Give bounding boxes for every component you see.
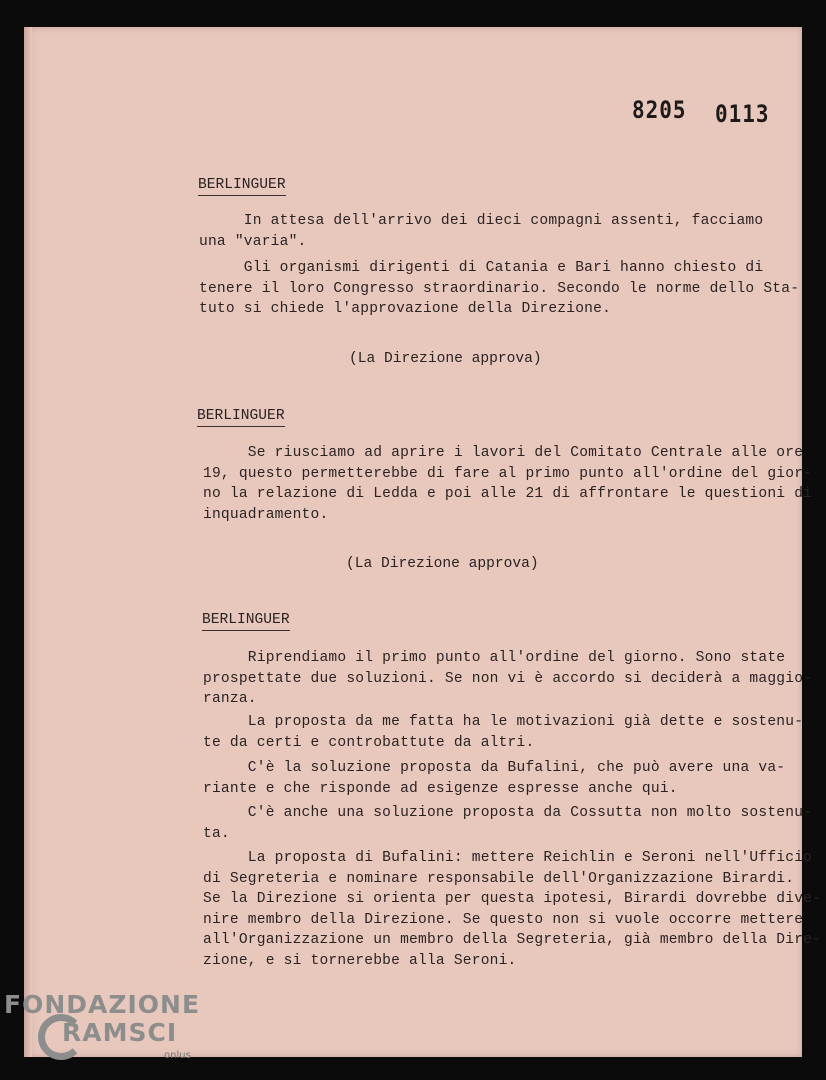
logo-line2: RAMSCI <box>62 1018 178 1047</box>
paragraph: C'è anche una soluzione proposta da Cossutta non molto sostenu- ta. <box>203 805 813 842</box>
direction-note: (La Direzione approva) <box>349 351 542 367</box>
paragraph: C'è la soluzione proposta da Bufalini, che può avere una va- riante e che risponde ad esigenze espresse anche qui. <box>203 760 786 797</box>
speaker-heading: BERLINGUER <box>202 611 290 631</box>
paragraph: Gli organismi dirigenti di Catania e Bari hanno chiesto di tenere il loro Congresso straordinario. Secondo le norme dello Sta- tuto si chiede l'approvazione della Direzione. <box>199 260 800 317</box>
archive-number-right: 0113 <box>715 100 770 128</box>
paragraph: In attesa dell'arrivo dei dieci compagni assenti, facciamo una "varia". <box>199 213 764 250</box>
logo-line3: onlus <box>164 1050 191 1061</box>
archive-number-left: 8205 <box>632 96 687 124</box>
paragraph: Riprendiamo il primo punto all'ordine del giorno. Sono state prospettate due soluzioni. Se non vi è accordo si deciderà a maggio- ranza. <box>203 650 813 707</box>
paragraph: La proposta da me fatta ha le motivazioni già dette e sostenu- te da certi e controbattute da altri. <box>203 714 804 751</box>
page-left-edge <box>24 27 32 1057</box>
direction-note: (La Direzione approva) <box>346 556 539 572</box>
speaker-heading: BERLINGUER <box>197 407 285 427</box>
logo-line1: FONDAZIONE <box>4 990 201 1019</box>
paragraph: Se riusciamo ad aprire i lavori del Comitato Centrale alle ore 19, questo permetterebbe di fare al primo punto all'ordine del gior- no la relazione di Ledda e poi alle 21 di affrontare le questioni di inquadramento. <box>203 445 813 523</box>
paragraph: La proposta di Bufalini: mettere Reichlin e Seroni nell'Ufficio di Segreteria e nominare responsabile dell'Organizzazione Birardi. Se la Direzione si orienta per questa ipotesi, Birardi dovrebbe dive- nire membro della Direzione. Se questo non si vuole occorre mettere all'Organizzazione un membro della Segreteria, già membro della Dire- zione, e si tornerebbe alla Seroni. <box>203 850 822 969</box>
bleed-through <box>268 170 772 189</box>
speaker-heading: BERLINGUER <box>198 176 286 196</box>
